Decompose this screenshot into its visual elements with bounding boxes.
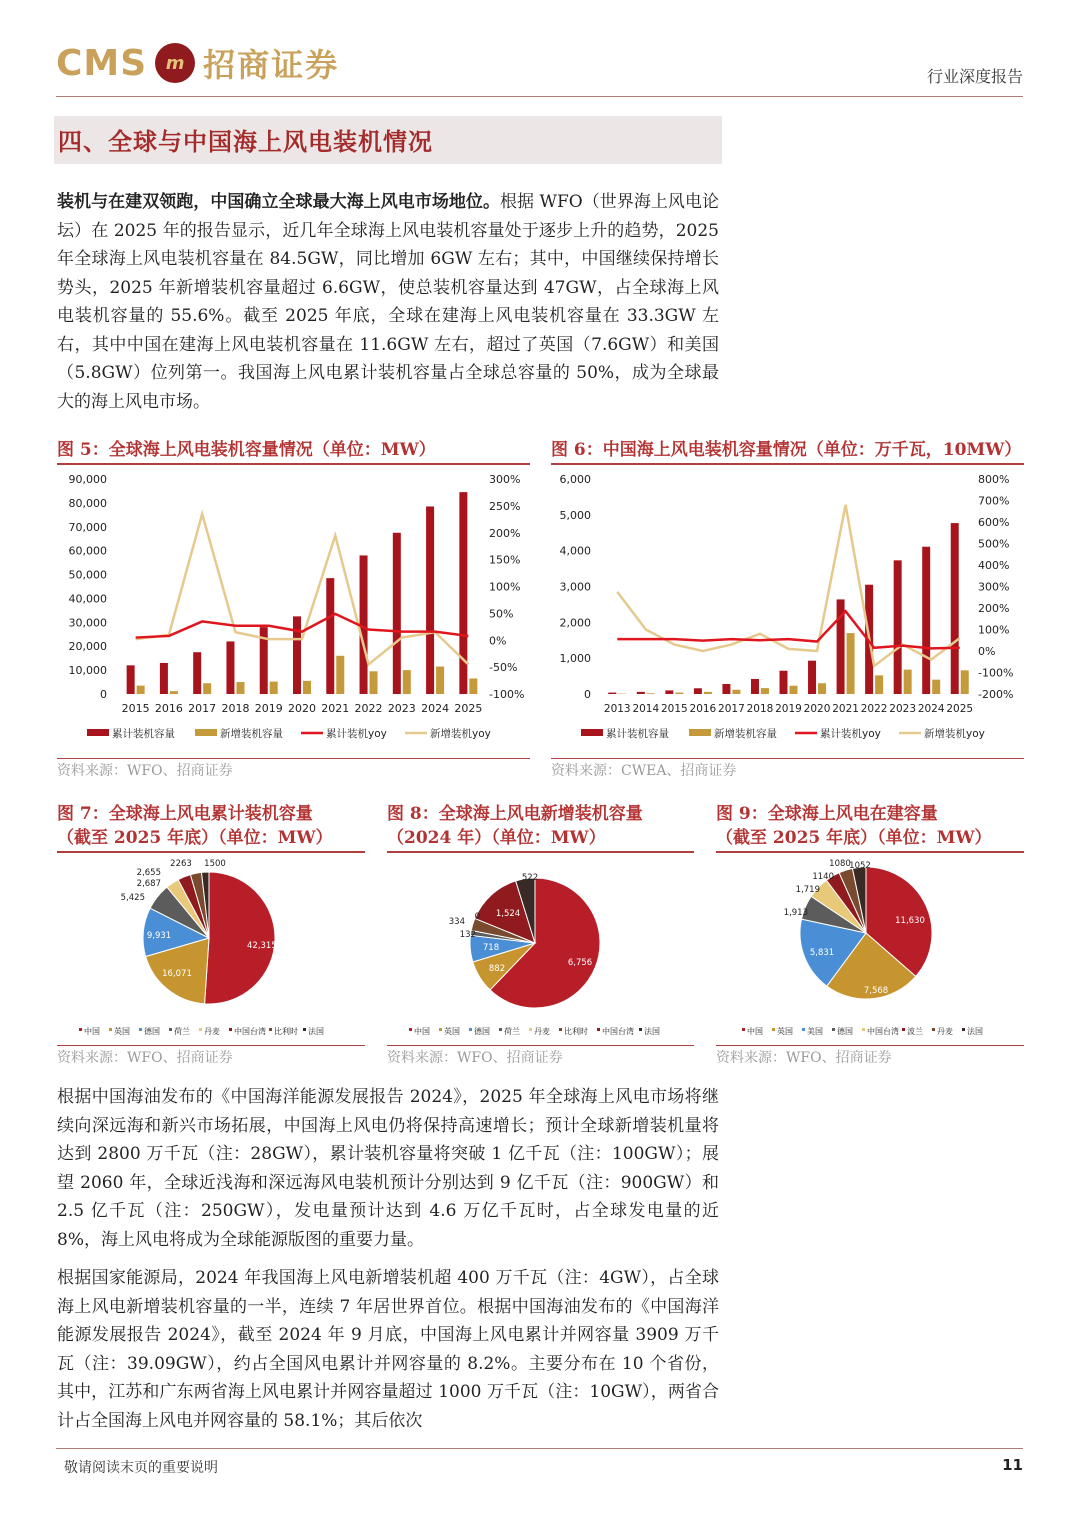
right-tick-label: 250% [489,499,521,513]
legend-label: 丹麦 [534,1027,550,1036]
bar-cumulative [637,692,645,694]
fig8-chart [387,853,694,1043]
pie-value-label: 1140 [812,872,834,882]
legend-label: 中国台湾 [867,1027,899,1036]
legend-label: 荷兰 [174,1027,190,1036]
legend-label: 中国台湾 [234,1027,266,1036]
bar-new [847,633,855,694]
legend-label: 比利时 [274,1027,298,1036]
fig6-chart [551,466,1024,756]
x-tick-label: 2023 [387,702,416,715]
pie-value-label: 1,719 [795,885,820,895]
logo-chinese: 招商证券 [203,46,340,84]
legend-label: 英国 [114,1027,130,1036]
left-tick-label: 30,000 [68,616,107,630]
fig9-chart [716,853,1024,1043]
right-tick-label: 50% [489,607,514,621]
fig6-bottom-rule [551,758,1024,759]
pie-value-label: 334 [448,917,465,927]
logo-mark-icon: m [155,43,195,83]
legend-label: 累计装机yoy [820,728,881,740]
bar-cumulative [326,578,334,694]
fig8-bottom-rule [387,1045,694,1046]
legend-swatch [469,1028,472,1031]
logo-latin: CMS [56,42,148,84]
fig7-bottom-rule [57,1045,365,1046]
legend-label: 德国 [474,1027,490,1036]
bar-cumulative [193,652,201,694]
legend-label: 法国 [644,1027,660,1036]
intro-paragraph [57,188,719,416]
bar-cumulative [808,661,816,694]
left-tick-label: 4,000 [559,544,591,558]
x-tick-label: 2018 [746,703,774,715]
bar-new [875,675,883,694]
bar-cumulative [160,663,168,694]
bar-new [270,682,278,694]
fig5-chart [57,466,530,756]
bar-cumulative [426,506,434,694]
pie-value-label: 1052 [849,861,871,871]
pie-value-label: 522 [521,873,539,883]
legend-swatch [195,729,217,736]
legend-label: 累计装机yoy [326,728,387,740]
left-tick-label: 60,000 [68,544,107,558]
left-tick-label: 0 [584,688,591,701]
right-tick-label: -100% [489,688,525,701]
left-tick-label: 70,000 [68,520,107,534]
legend-label: 中国 [414,1027,430,1036]
x-tick-label: 2020 [288,702,316,715]
bar-new [236,682,244,694]
fig7-title-line2: （截至 2025 年底）（单位：MW） [57,828,333,848]
fig9-title-line2: （截至 2025 年底）（单位：MW） [716,828,992,848]
x-tick-label: 2025 [946,703,974,715]
left-tick-label: 3,000 [559,580,591,594]
bar-cumulative [665,690,673,694]
legend-swatch [742,1028,745,1031]
bar-new [137,686,145,694]
pie-slice [205,872,275,1004]
left-tick-label: 80,000 [68,496,107,510]
bar-new [469,678,477,694]
x-tick-label: 2016 [154,702,183,715]
legend-swatch [962,1028,965,1031]
x-tick-label: 2016 [689,703,717,715]
x-tick-label: 2022 [354,702,383,715]
legend-label: 新增装机yoy [430,728,491,740]
pie-value-label: 1500 [204,859,226,869]
fig9-bottom-rule [716,1045,1024,1046]
bar-new [932,680,940,694]
legend-swatch [169,1028,172,1031]
pie-value-label: 5,831 [809,948,835,958]
legend-label: 累计装机容量 [112,728,175,740]
right-tick-label: 500% [978,537,1010,551]
bar-new [170,691,178,694]
fig7-title-line1: 图 7：全球海上风电累计装机容量 [57,804,313,824]
legend-label: 累计装机容量 [606,728,669,740]
left-tick-label: 10,000 [68,664,107,678]
pie-value-label: 1,524 [495,909,521,919]
right-tick-label: -100% [978,666,1014,680]
left-tick-label: 5,000 [559,508,591,522]
x-tick-label: 2018 [221,702,250,715]
pie-value-label: 2263 [170,859,192,869]
bar-cumulative [780,671,788,694]
pie-value-label: 2,687 [136,879,161,889]
right-tick-label: 600% [978,516,1010,529]
x-tick-label: 2015 [660,703,688,715]
bar-cumulative [951,523,959,694]
pie-value-label: 9,931 [146,931,172,941]
bar-new [436,667,444,694]
pie-value-label: 7,568 [863,986,889,996]
fig6-rule [551,463,1024,465]
left-tick-label: 90,000 [68,473,107,486]
right-tick-label: 300% [978,580,1010,594]
legend-swatch [581,729,603,736]
fig5-source: 资料来源：WFO、招商证券 [57,763,233,779]
legend-label: 英国 [777,1027,793,1036]
bar-new [761,688,769,694]
legend-label: 法国 [967,1027,983,1036]
legend-label: 比利时 [564,1027,588,1036]
legend-label: 中国台湾 [602,1027,634,1036]
left-tick-label: 6,000 [559,473,591,486]
right-tick-label: 150% [489,553,521,567]
left-tick-label: 0 [100,688,107,701]
legend-swatch [559,1028,562,1031]
fig7-source: 资料来源：WFO、招商证券 [57,1050,233,1066]
bar-cumulative [894,560,902,694]
pie-value-label: 882 [488,964,506,974]
right-tick-label: 100% [978,623,1010,637]
legend-swatch [597,1028,600,1031]
right-tick-label: 100% [489,580,521,594]
bar-cumulative [226,641,234,694]
legend-label: 丹麦 [937,1027,953,1036]
pie-value-label: 0 [474,912,480,922]
fig5-rule [57,463,530,465]
legend-label: 波兰 [907,1027,923,1036]
legend-swatch [772,1028,775,1031]
pie-value-label: 42,315 [247,941,277,951]
left-tick-label: 2,000 [559,616,591,630]
x-tick-label: 2019 [254,702,283,715]
pie-value-label: 1,913 [783,908,808,918]
pie-value-label: 6,756 [567,958,593,968]
bar-new [336,656,344,694]
right-tick-label: -200% [978,688,1014,701]
bar-cumulative [751,679,759,694]
fig9-source: 资料来源：WFO、招商证券 [716,1050,892,1066]
legend-swatch [932,1028,935,1031]
legend-swatch [902,1028,905,1031]
left-tick-label: 1,000 [559,652,591,666]
line-new-yoy [617,505,959,666]
legend-swatch [79,1028,82,1031]
right-tick-label: 0% [978,645,996,658]
right-tick-label: 700% [978,494,1010,508]
right-tick-label: 300% [489,473,521,486]
legend-label: 新增装机容量 [714,728,777,740]
section-title: 四、全球与中国海上风电装机情况 [58,127,433,156]
left-tick-label: 40,000 [68,592,107,606]
x-tick-label: 2013 [603,703,631,715]
legend-swatch [199,1028,202,1031]
bar-new [904,670,912,694]
right-tick-label: 0% [489,634,507,648]
bar-cumulative [608,693,616,694]
fig5-title: 图 5：全球海上风电装机容量情况（单位：MW） [57,440,436,460]
bar-new [403,670,411,694]
legend-label: 新增装机yoy [924,728,985,740]
right-tick-label: 200% [489,526,521,540]
x-tick-label: 2023 [889,703,917,715]
legend-swatch [109,1028,112,1031]
legend-swatch [87,729,109,736]
pie-value-label: 132 [459,930,476,940]
footer-note: 敬请阅读末页的重要说明 [64,1460,218,1476]
x-tick-label: 2017 [718,703,745,715]
intro-text: 根据 WFO（世界海上风电论坛）在 2025 年的报告显示，近几年全球海上风电装机容量处于逐步上升的趋势，2025 年全球海上风电装机容量在 84.5GW，同比增加 6GW 左右；其中，中国继续保持增长势头，2025 年新增装机容量超过 6.6GW，使总装机容量达到 47GW，占全球海上风电装机容量的 55.6%。截至 2025 年底，全球在建海上风电装机容量在 33.3GW 左右，其中中国在建海上风电装机容量在 11.6GW 左右，超过了英国（7.6GW）和美国（5.8GW）位列第一。我国海上风电累计装机容量占全球总容量的 50%，成为全球最大的海上风电市场。 [57,192,720,412]
x-tick-label: 2014 [632,703,660,715]
legend-swatch [862,1028,865,1031]
fig8-title-line2: （2024 年）（单位：MW） [387,828,606,848]
legend-swatch [529,1028,532,1031]
legend-swatch [689,729,711,736]
x-tick-label: 2021 [832,703,859,715]
legend-swatch [229,1028,232,1031]
intro-lead: 装机与在建双领跑，中国确立全球最大海上风电市场地位。 [57,192,500,212]
x-tick-label: 2024 [421,702,450,715]
right-tick-label: -50% [489,661,518,675]
legend-label: 德国 [144,1027,160,1036]
right-tick-label: 800% [978,473,1010,486]
bar-cumulative [722,684,730,694]
bar-cumulative [922,547,930,694]
legend-label: 荷兰 [504,1027,520,1036]
pie-value-label: 2,655 [136,868,161,878]
legend-swatch [832,1028,835,1031]
bar-new [203,683,211,694]
right-tick-label: 400% [978,559,1010,572]
bar-new [732,690,740,694]
x-tick-label: 2024 [917,703,945,715]
bar-new [647,693,655,694]
legend-swatch [639,1028,642,1031]
pie-value-label: 718 [482,943,500,953]
legend-label: 英国 [444,1027,460,1036]
x-tick-label: 2015 [121,702,150,715]
bar-cumulative [393,533,401,694]
footer-divider [56,1448,1023,1449]
pie-value-label: 1080 [829,859,851,869]
x-tick-label: 2020 [803,703,831,715]
legend-swatch [499,1028,502,1031]
legend-label: 中国 [747,1027,763,1036]
bar-cumulative [694,688,702,694]
pie-value-label: 11,630 [895,916,925,926]
legend-swatch [303,1028,306,1031]
legend-swatch [139,1028,142,1031]
section-heading [54,116,722,164]
fig5-bottom-rule [57,758,530,759]
legend-swatch [269,1028,272,1031]
bar-cumulative [293,616,301,694]
brand-logo [56,40,339,86]
paragraph-china: 根据国家能源局，2024 年我国海上风电新增装机超 400 万千瓦（注：4GW），占全球海上风电新增装机容量的一半，连续 7 年居世界首位。根据中国海油发布的《中国海洋能源发展报告 2024》，截至 2024 年 9 月底，中国海上风电累计并网容量 3909 万千瓦（注：39.09GW），约占全国风电累计并网容量的 8.2%。主要分布在 10 个省份，其中，江苏和广东两省海上风电累计并网容量超过 1000 万千瓦（注：10GW），两省合计占全国海上风电并网容量的 58.1%；其后依次 [57,1268,719,1431]
fig8-title-line1: 图 8：全球海上风电新增装机容量 [387,804,643,824]
header-divider [56,96,1023,97]
fig7-chart [57,853,365,1043]
x-tick-label: 2017 [188,702,217,715]
legend-label: 新增装机容量 [220,728,283,740]
x-tick-label: 2019 [775,703,802,715]
bar-cumulative [127,665,135,694]
fig9-title-line1: 图 9：全球海上风电在建容量 [716,804,938,824]
pie-value-label: 16,071 [162,969,192,979]
legend-label: 丹麦 [204,1027,220,1036]
bar-new [303,681,311,694]
legend-label: 法国 [308,1027,324,1036]
bar-new [790,686,798,694]
bar-new [818,683,826,694]
line-new-yoy [136,514,469,665]
fig8-source: 资料来源：WFO、招商证券 [387,1050,563,1066]
page-number: 11 [1002,1456,1023,1474]
legend-swatch [439,1028,442,1031]
legend-label: 德国 [837,1027,853,1036]
legend-label: 中国 [84,1027,100,1036]
pie-value-label: 5,425 [120,893,145,903]
legend-swatch [802,1028,805,1031]
bar-new [370,671,378,694]
left-tick-label: 50,000 [68,568,107,582]
right-tick-label: 200% [978,602,1010,615]
report-type: 行业深度报告 [926,67,1023,86]
x-tick-label: 2021 [321,702,350,715]
fig6-title: 图 6：中国海上风电装机容量情况（单位：万千瓦，10MW） [551,440,1022,460]
bar-new [675,693,683,694]
legend-swatch [409,1028,412,1031]
bar-new [961,670,969,694]
x-tick-label: 2022 [860,703,888,715]
fig6-source: 资料来源：CWEA、招商证券 [551,763,737,779]
bar-new [704,692,712,694]
left-tick-label: 20,000 [68,640,107,654]
legend-label: 美国 [807,1027,823,1036]
paragraph-outlook: 根据中国海油发布的《中国海洋能源发展报告 2024》，2025 年全球海上风电市场将继续向深远海和新兴市场拓展，中国海上风电仍将保持高速增长；预计全球新增装机量将达到 2800 万千瓦（注：28GW），累计装机容量将突破 1 亿千瓦（注：100GW）；展望 2060 年，全球近浅海和深远海风电装机预计分别达到 9 亿千瓦（注：900GW）和 2.5 亿千瓦（注：250GW），发电量预计达到 4.6 万亿千瓦时，占全球发电量的近 8%，海上风电将成为全球能源版图的重要力量。 [57,1087,719,1250]
x-tick-label: 2025 [454,702,483,715]
